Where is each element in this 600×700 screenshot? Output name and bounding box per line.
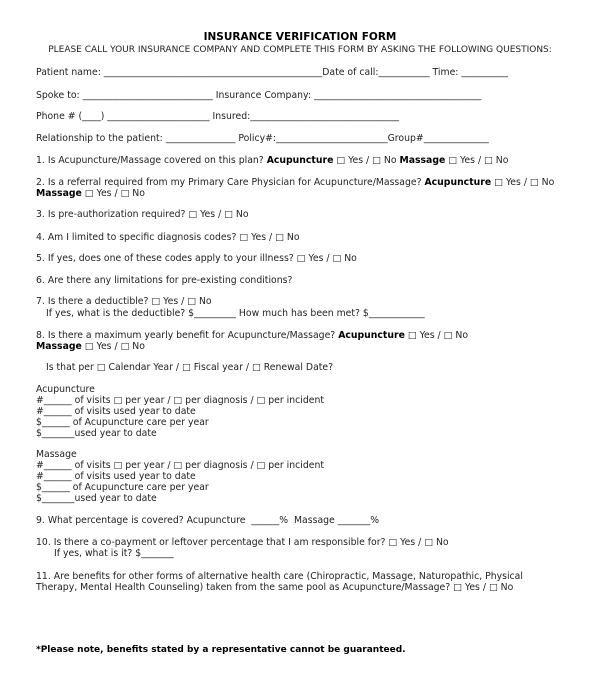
question-8-massage (36, 341, 145, 352)
q2-acupuncture: Acupuncture (424, 177, 492, 188)
q1-acupuncture: Acupuncture (266, 155, 334, 166)
massage-heading: Massage (36, 449, 77, 460)
question-7-deductible[interactable]: If yes, what is the deductible? $_________ How much has been met? $____________ (46, 308, 425, 319)
question-3[interactable]: 3. Is pre-authorization required? □ Yes / □ No (36, 209, 249, 220)
question-8-period[interactable]: Is that per □ Calendar Year / □ Fiscal year / □ Renewal Date? (46, 362, 334, 373)
massage-row[interactable]: #______ of visits used year to date (36, 471, 196, 482)
q2-massage: Massage (36, 188, 82, 199)
q8-acupuncture-options[interactable]: □ Yes / □ No (404, 330, 469, 341)
massage-row[interactable]: $_______used year to date (36, 493, 157, 504)
acupuncture-row[interactable]: $______ of Acupuncture care per year (36, 417, 209, 428)
question-2 (36, 177, 554, 188)
q8-massage-options[interactable]: □ Yes / □ No (81, 341, 145, 352)
q1-acupuncture-options[interactable]: □ Yes / □ No (333, 155, 400, 166)
q8-massage: Massage (36, 341, 82, 352)
massage-row[interactable]: #______ of visits □ per year / □ per diagnosis / □ per incident (36, 460, 325, 471)
q1-text: 1. Is Acupuncture/Massage covered on this plan? (36, 155, 267, 166)
patient-name-line[interactable]: Patient name: _______________________________________________Date of call:___________ Time: __________ (36, 67, 508, 78)
question-10-amount[interactable]: If yes, what is it? $_______ (54, 548, 174, 559)
question-9[interactable]: 9. What percentage is covered? Acupuncture ______% Massage _______% (36, 515, 380, 526)
question-4[interactable]: 4. Am I limited to specific diagnosis codes? □ Yes / □ No (36, 232, 300, 243)
form-title: INSURANCE VERIFICATION FORM (203, 31, 397, 43)
question-7[interactable]: 7. Is there a deductible? □ Yes / □ No (36, 296, 212, 307)
acupuncture-row[interactable]: #______ of visits □ per year / □ per diagnosis / □ per incident (36, 395, 325, 406)
question-2-massage (36, 188, 145, 199)
spoke-to-line[interactable]: Spoke to: ____________________________ Insurance Company: ____________________________________ (36, 90, 482, 101)
phone-line[interactable]: Phone # (____) ______________________ Insured:________________________________ (36, 111, 400, 122)
question-10[interactable]: 10. Is there a co-payment or leftover percentage that I am responsible for? □ Yes / □ No (36, 537, 449, 548)
q2-acupuncture-options[interactable]: □ Yes / □ No (491, 177, 555, 188)
acupuncture-row[interactable]: $_______used year to date (36, 428, 157, 439)
question-11-options[interactable]: Therapy, Mental Health Counseling) taken from the same pool as Acupuncture/Massage? □ Yes / □ No (36, 582, 514, 593)
disclaimer-note: *Please note, benefits stated by a representative cannot be guaranteed. (36, 645, 406, 655)
relationship-line[interactable]: Relationship to the patient: _______________ Policy#:________________________Group#______________ (36, 133, 489, 144)
question-6: 6. Are there any limitations for pre-existing conditions? (36, 275, 293, 286)
question-5[interactable]: 5. If yes, does one of these codes apply to your illness? □ Yes / □ No (36, 253, 357, 264)
q1-massage-options[interactable]: □ Yes / □ No (445, 155, 509, 166)
massage-row[interactable]: $______ of Acupuncture care per year (36, 482, 209, 493)
q2-massage-options[interactable]: □ Yes / □ No (81, 188, 145, 199)
question-11: 11. Are benefits for other forms of alternative health care (Chiropractic, Massage, Naturopathic, Physical (36, 571, 523, 582)
q8-text: 8. Is there a maximum yearly benefit for Acupuncture/Massage? (36, 330, 339, 341)
question-1 (36, 155, 508, 166)
form-subtitle: PLEASE CALL YOUR INSURANCE COMPANY AND COMPLETE THIS FORM BY ASKING THE FOLLOWING QUESTIONS: (48, 45, 552, 55)
question-8 (36, 330, 468, 341)
q1-massage: Massage (399, 155, 446, 166)
acupuncture-row[interactable]: #______ of visits used year to date (36, 406, 196, 417)
q2-text: 2. Is a referral required from my Primary Care Physician for Acupuncture/Massage? (36, 177, 425, 188)
acupuncture-heading: Acupuncture (36, 384, 95, 395)
q8-acupuncture: Acupuncture (338, 330, 405, 341)
